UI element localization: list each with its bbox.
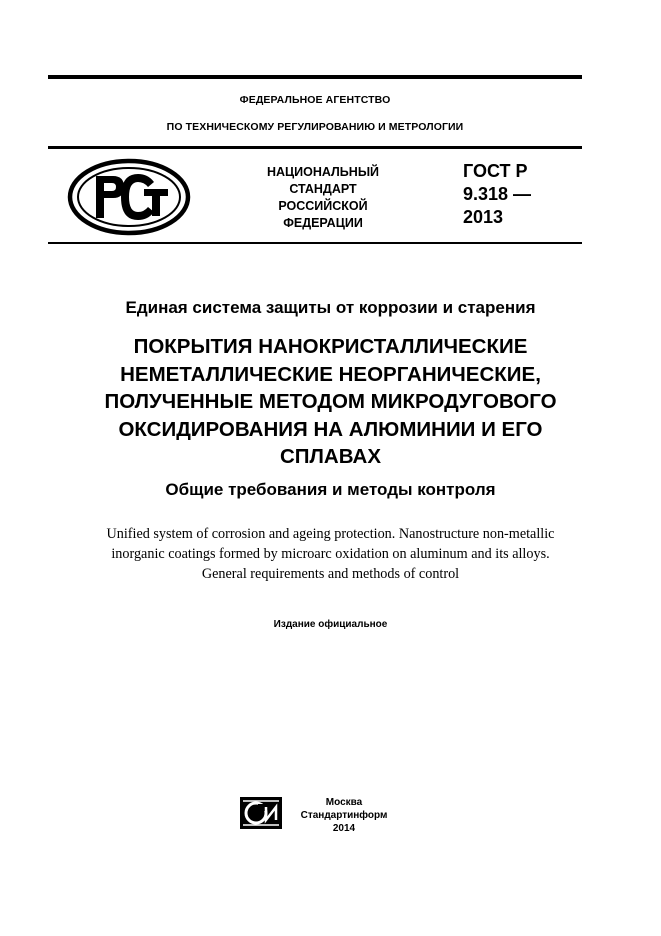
main-title-line: НЕМЕТАЛЛИЧЕСКИЕ НЕОРГАНИЧЕСКИЕ, [120, 362, 541, 386]
english-title-line: Unified system of corrosion and ageing protection. Nanostructure non-metallic [106, 526, 555, 542]
agency-line-2: ПО ТЕХНИЧЕСКОМУ РЕГУЛИРОВАНИЮ И МЕТРОЛОГИИ [166, 121, 464, 133]
edition-label: Издание официальное [273, 619, 388, 630]
english-title-line: inorganic coatings formed by microarc oxidation on aluminum and its alloys. [111, 546, 550, 562]
publisher-city: Москва [325, 797, 363, 808]
block-rule [48, 242, 582, 244]
main-title [40, 333, 621, 471]
system-title: Единая система защиты от коррозии и старения [125, 298, 536, 317]
english-title [20, 524, 641, 584]
standartinform-logo [239, 796, 283, 830]
standard-code-line: 9.318 — [463, 184, 532, 204]
standard-code-line: 2013 [463, 207, 504, 227]
header-rule [48, 146, 582, 149]
publisher-info [290, 796, 398, 835]
national-standard-label [254, 164, 392, 232]
national-line: НАЦИОНАЛЬНЫЙ [266, 165, 380, 179]
top-rule [48, 75, 582, 79]
standard-code [463, 160, 531, 229]
national-line: РОССИЙСКОЙ [278, 199, 368, 213]
national-line: СТАНДАРТ [289, 182, 357, 196]
publisher-name: Стандартинформ [300, 810, 388, 821]
national-line: ФЕДЕРАЦИИ [283, 216, 363, 230]
subtitle: Общие требования и методы контроля [165, 480, 496, 499]
english-title-line: General requirements and methods of control [201, 566, 460, 582]
standard-code-line: ГОСТ Р [463, 161, 528, 181]
main-title-line: СПЛАВАХ [280, 445, 381, 468]
main-title-line: ПОКРЫТИЯ НАНОКРИСТАЛЛИЧЕСКИЕ [133, 335, 528, 358]
main-title-line: ПОЛУЧЕННЫЕ МЕТОДОМ МИКРОДУГОВОГО [104, 390, 557, 413]
main-title-line: ОКСИДИРОВАНИЯ НА АЛЮМИНИИ И ЕГО [118, 417, 543, 441]
rst-logo [66, 158, 192, 236]
publication-year: 2014 [332, 823, 356, 834]
agency-line-1: ФЕДЕРАЛЬНОЕ АГЕНТСТВО [239, 94, 391, 106]
